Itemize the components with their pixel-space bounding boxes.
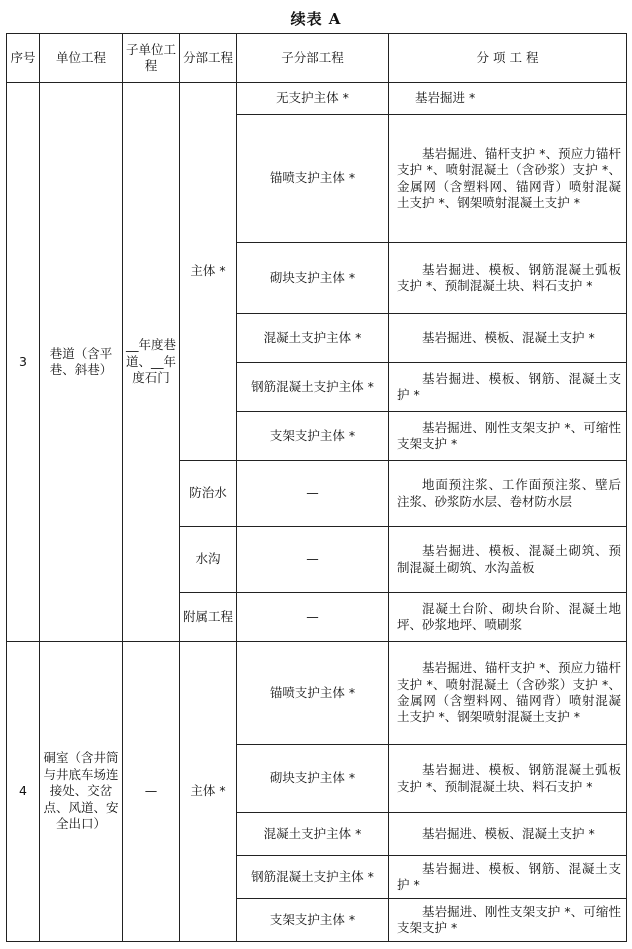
subdivision-cell: 锚喷支护主体 *	[237, 642, 389, 745]
header-row	[7, 34, 627, 83]
item-cell: 基岩掘进、锚杆支护 *、预应力锚杆支护 *、喷射混凝土（含砂浆）支护 *、金属网（含塑料网、锚网背）喷射混凝土支护 *、钢架喷射混凝土支护 *	[389, 642, 627, 745]
item-cell: 基岩掘进、模板、钢筋混凝土弧板支护 *、预制混凝土块、料石支护 *	[389, 243, 627, 314]
item-cell: 基岩掘进、模板、钢筋、混凝土支护 *	[389, 856, 627, 899]
subdivision-cell: 混凝土支护主体 *	[237, 813, 389, 856]
header-item: 分 项 工 程	[389, 34, 627, 83]
table-row	[7, 642, 627, 745]
subdivision-cell: 锚喷支护主体 *	[237, 115, 389, 243]
item-cell: 基岩掘进、模板、钢筋混凝土弧板支护 *、预制混凝土块、料石支护 *	[389, 745, 627, 813]
subunit-project: —	[123, 642, 180, 942]
item-cell: 基岩掘进 *	[389, 83, 627, 115]
project-division-table	[6, 33, 627, 942]
division-project: 主体 *	[180, 83, 237, 461]
subdivision-cell: 支架支护主体 *	[237, 412, 389, 461]
subdivision-cell: 支架支护主体 *	[237, 899, 389, 942]
subdivision-cell: —	[237, 527, 389, 593]
unit-project: 巷道（含平巷、斜巷）	[40, 83, 123, 642]
item-cell: 基岩掘进、刚性支架支护 *、可缩性支架支护 *	[389, 899, 627, 942]
division-project: 防治水	[180, 461, 237, 527]
unit-project: 硐室（含井筒与井底车场连接处、交岔点、风道、安全出口）	[40, 642, 123, 942]
item-cell: 基岩掘进、模板、混凝土砌筑、预制混凝土砌筑、水沟盖板	[389, 527, 627, 593]
item-cell: 基岩掘进、刚性支架支护 *、可缩性支架支护 *	[389, 412, 627, 461]
item-cell: 地面预注浆、工作面预注浆、壁后注浆、砂浆防水层、卷材防水层	[389, 461, 627, 527]
item-cell: 混凝土台阶、砌块台阶、混凝土地坪、砂浆地坪、喷刷浆	[389, 593, 627, 642]
division-project: 附属工程	[180, 593, 237, 642]
header-no: 序号	[7, 34, 40, 83]
division-project: 主体 *	[180, 642, 237, 942]
item-cell: 基岩掘进、模板、混凝土支护 *	[389, 813, 627, 856]
row-no: 4	[7, 642, 40, 942]
subdivision-cell: 砌块支护主体 *	[237, 745, 389, 813]
subunit-project: __年度巷道、__年度石门	[123, 83, 180, 642]
item-cell: 基岩掘进、模板、混凝土支护 *	[389, 314, 627, 363]
subdivision-cell: 钢筋混凝土支护主体 *	[237, 363, 389, 412]
item-cell: 基岩掘进、锚杆支护 *、预应力锚杆支护 *、喷射混凝土（含砂浆）支护 *、金属网（含塑料网、锚网背）喷射混凝土支护 *、钢架喷射混凝土支护 *	[389, 115, 627, 243]
division-project: 水沟	[180, 527, 237, 593]
table-row	[7, 83, 627, 115]
table-title: 续表 A	[290, 10, 342, 28]
subdivision-cell: —	[237, 461, 389, 527]
subdivision-cell: 砌块支护主体 *	[237, 243, 389, 314]
subdivision-cell: 钢筋混凝土支护主体 *	[237, 856, 389, 899]
header-unit: 单位工程	[40, 34, 123, 83]
row-no: 3	[7, 83, 40, 642]
header-subunit: 子单位工程	[123, 34, 180, 83]
subdivision-cell: 混凝土支护主体 *	[237, 314, 389, 363]
header-subdivision: 子分部工程	[237, 34, 389, 83]
subdivision-cell: 无支护主体 *	[237, 83, 389, 115]
item-cell: 基岩掘进、模板、钢筋、混凝土支护 *	[389, 363, 627, 412]
subdivision-cell: —	[237, 593, 389, 642]
header-division: 分部工程	[180, 34, 237, 83]
